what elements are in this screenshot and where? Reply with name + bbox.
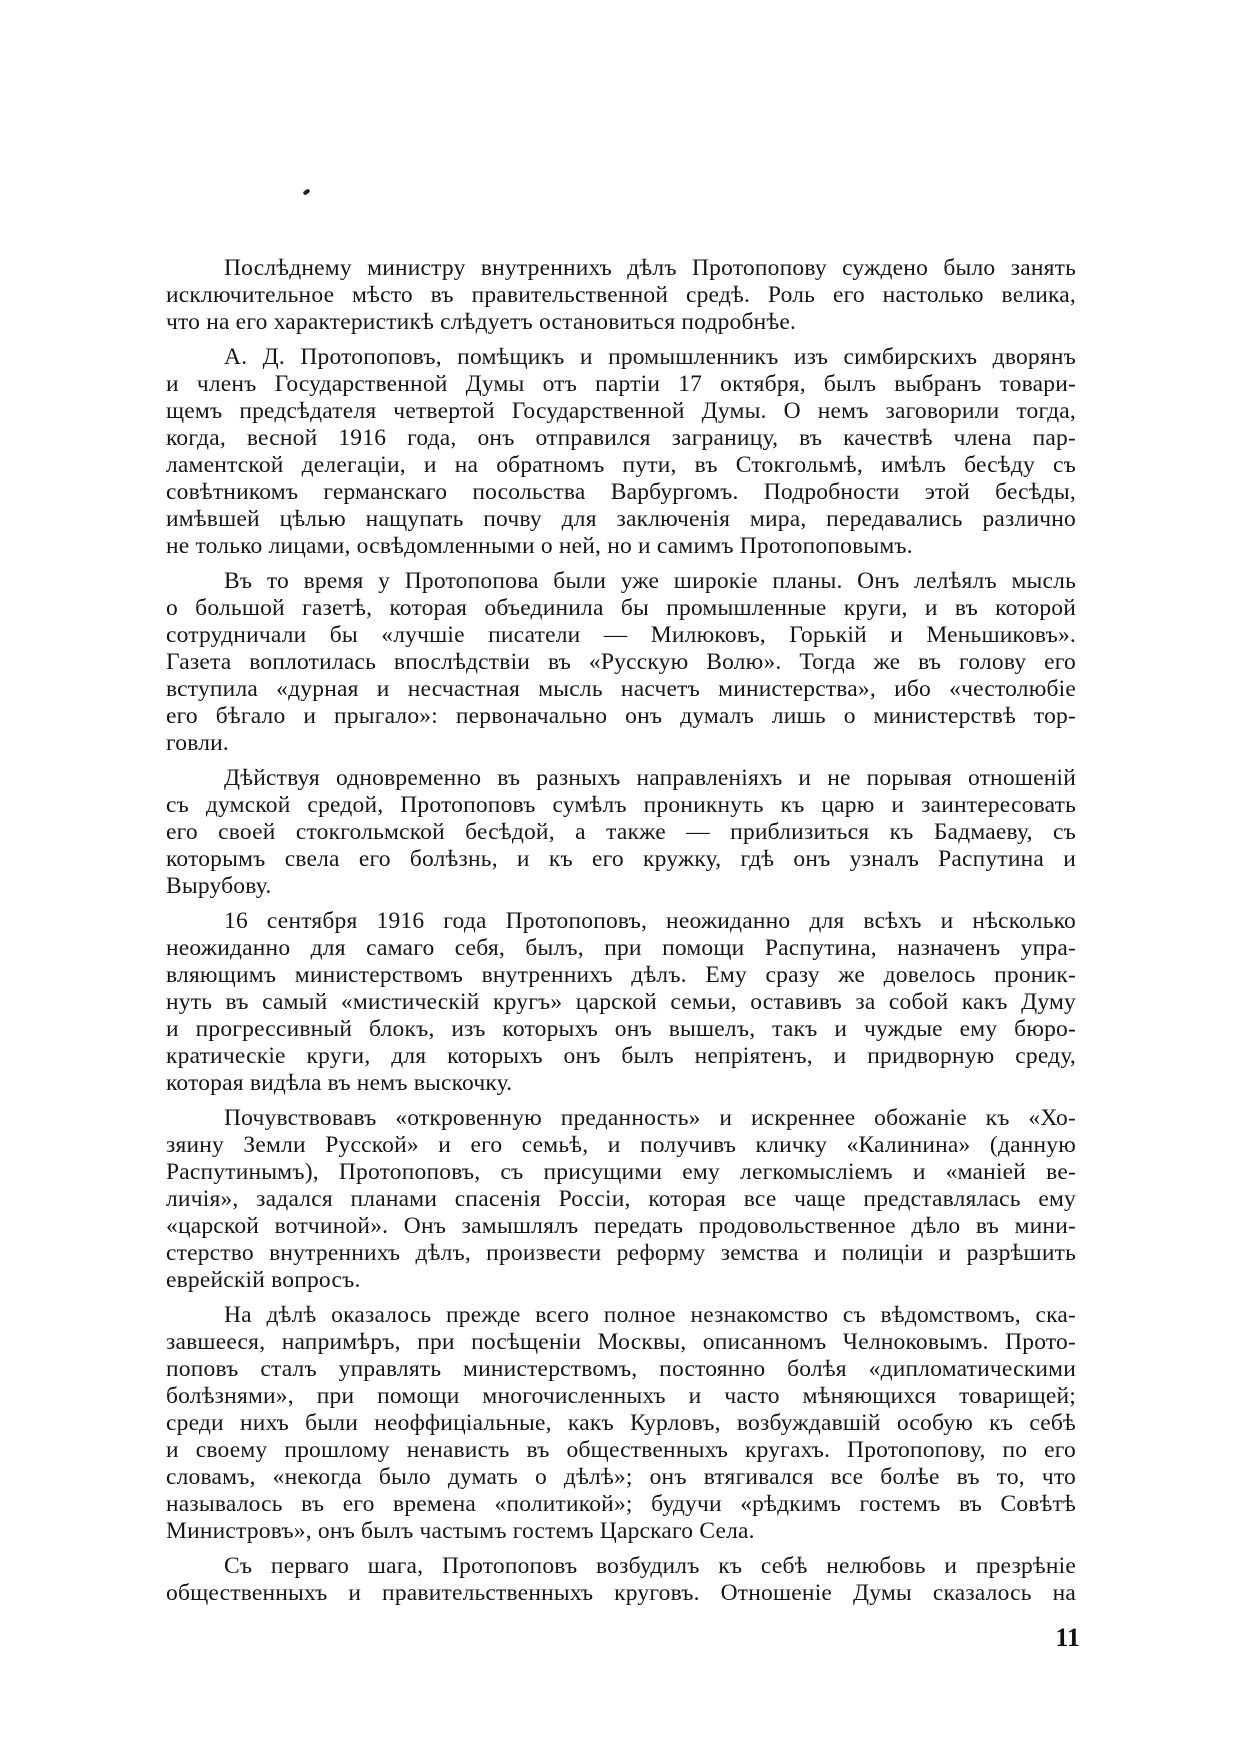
text-line: называлось въ его времена «политикой»; будучи «рѣдкимъ гостемъ въ Совѣтѣ bbox=[166, 1491, 1076, 1517]
text-line: говли. bbox=[166, 730, 229, 756]
text-line: ламентской делегаціи, и на обратномъ пути, въ Стокгольмѣ, имѣлъ бесѣду съ bbox=[166, 452, 1076, 478]
paragraph bbox=[166, 1553, 1076, 1607]
text-line: А. Д. Протопоповъ, помѣщикъ и промышленникъ изъ симбирскихъ дворянъ bbox=[224, 344, 1076, 370]
text-line: совѣтникомъ германскаго посольства Варбургомъ. Подробности этой бесѣды, bbox=[166, 479, 1076, 505]
text-line: Распутинымъ), Протопоповъ, съ присущими ему легкомысліемъ и «маніей ве- bbox=[166, 1159, 1076, 1185]
text-line: щемъ предсѣдателя четвертой Государственной Думы. О немъ заговорили тогда, bbox=[166, 398, 1076, 424]
text-line: Дѣйствуя одновременно въ разныхъ направленіяхъ и не порывая отношеній bbox=[224, 765, 1076, 791]
text-line: словамъ, «некогда было думать о дѣлѣ»; онъ втягивался все болѣе въ то, что bbox=[166, 1464, 1076, 1490]
text-line: вступила «дурная и несчастная мысль насчетъ министерства», ибо «честолюбіе bbox=[166, 676, 1076, 702]
text-line: когда, весной 1916 года, онъ отправился заграницу, въ качествѣ члена пар- bbox=[166, 425, 1076, 451]
text-line: исключительное мѣсто въ правительственной средѣ. Роль его настолько велика, bbox=[166, 282, 1076, 308]
text-line: еврейскій вопросъ. bbox=[166, 1267, 361, 1293]
text-line: о большой газетѣ, которая объединила бы промышленные круги, и въ которой bbox=[166, 595, 1076, 621]
text-line: кратическіе круги, для которыхъ онъ былъ непріятенъ, и придворную среду, bbox=[166, 1043, 1076, 1069]
paragraph bbox=[166, 765, 1076, 900]
text-line: и членъ Государственной Думы отъ партіи 17 октября, былъ выбранъ товари- bbox=[166, 371, 1076, 397]
text-line: нуть въ самый «мистическій кругъ» царской семьи, оставивъ за собой какъ Думу bbox=[166, 989, 1076, 1015]
text-line: 16 сентября 1916 года Протопоповъ, неожиданно для всѣхъ и нѣсколько bbox=[224, 908, 1076, 934]
text-line: На дѣлѣ оказалось прежде всего полное незнакомство съ вѣдомствомъ, ска- bbox=[224, 1302, 1076, 1328]
body-text bbox=[166, 255, 1076, 1615]
text-line: Министровъ», онъ былъ частымъ гостемъ Царскаго Села. bbox=[166, 1518, 755, 1544]
text-line: «царской вотчиной». Онъ замышлялъ передать продовольственное дѣло въ мини- bbox=[166, 1213, 1076, 1239]
text-line: Съ перваго шага, Протопоповъ возбудилъ къ себѣ нелюбовь и презрѣніе bbox=[224, 1553, 1076, 1579]
text-line: стерство внутреннихъ дѣлъ, произвести реформу земства и полиціи и разрѣшить bbox=[166, 1240, 1076, 1266]
text-line: поповъ сталъ управлять министерствомъ, постоянно болѣя «дипломатическими bbox=[166, 1356, 1076, 1382]
text-line: завшееся, напримѣръ, при посѣщеніи Москвы, описанномъ Челноковымъ. Прото- bbox=[166, 1329, 1076, 1355]
text-line: личія», задался планами спасенія Россіи, которая все чаще представлялась ему bbox=[166, 1186, 1076, 1212]
text-line: общественныхъ и правительственныхъ круговъ. Отношеніе Думы сказалось на bbox=[166, 1580, 1076, 1606]
text-line: имѣвшей цѣлью нащупать почву для заключенія мира, передавались различно bbox=[166, 506, 1076, 532]
text-line: не только лицами, освѣдомленными о ней, но и самимъ Протопоповымъ. bbox=[166, 533, 913, 559]
text-line: которымъ свела его болѣзнь, и къ его кружку, гдѣ онъ узналъ Распутина и bbox=[166, 846, 1076, 872]
text-line: Газета воплотилась впослѣдствіи въ «Русскую Волю». Тогда же въ голову его bbox=[166, 649, 1076, 675]
scan-speck bbox=[302, 188, 310, 195]
text-line: Почувствовавъ «откровенную преданность» и искреннее обожаніе къ «Хо- bbox=[224, 1105, 1076, 1131]
paragraph bbox=[166, 908, 1076, 1097]
text-line: неожиданно для самаго себя, былъ, при помощи Распутина, назначенъ упра- bbox=[166, 935, 1076, 961]
text-line: и прогрессивный блокъ, изъ которыхъ онъ вышелъ, такъ и чуждые ему бюро- bbox=[166, 1016, 1076, 1042]
paragraph bbox=[166, 568, 1076, 757]
paragraph bbox=[166, 1105, 1076, 1294]
text-line: и своему прошлому ненависть въ общественныхъ кругахъ. Протопопову, по его bbox=[166, 1437, 1076, 1463]
text-line: Послѣднему министру внутреннихъ дѣлъ Протопопову суждено было занять bbox=[224, 255, 1076, 281]
paragraph bbox=[166, 344, 1076, 560]
text-line: Въ то время у Протопопова были уже широкіе планы. Онъ лелѣялъ мысль bbox=[224, 568, 1076, 594]
page-number: 11 bbox=[1055, 1623, 1080, 1652]
text-line: вляющимъ министерствомъ внутреннихъ дѣлъ. Ему сразу же довелось проник- bbox=[166, 962, 1076, 988]
text-line: которая видѣла въ немъ выскочку. bbox=[166, 1070, 513, 1096]
paragraph bbox=[166, 255, 1076, 336]
text-line: болѣзнями», при помощи многочисленныхъ и часто мѣняющихся товарищей; bbox=[166, 1383, 1076, 1409]
text-line: его бѣгало и прыгало»: первоначально онъ думалъ лишь о министерствѣ тор- bbox=[166, 703, 1076, 729]
text-line: среди нихъ были неоффиціальные, какъ Курловъ, возбуждавшій особую къ себѣ bbox=[166, 1410, 1076, 1436]
text-line: зяину Земли Русской» и его семьѣ, и получивъ кличку «Калинина» (данную bbox=[166, 1132, 1076, 1158]
text-line: съ думской средой, Протопоповъ сумѣлъ проникнуть къ царю и заинтересовать bbox=[166, 792, 1076, 818]
text-line: его своей стокгольмской бесѣдой, а также — приблизиться къ Бадмаеву, съ bbox=[166, 819, 1076, 845]
text-line: Вырубову. bbox=[166, 873, 272, 899]
text-line: сотрудничали бы «лучшіе писатели — Милюковъ, Горькій и Меньшиковъ». bbox=[166, 622, 1076, 648]
text-line: что на его характеристикѣ слѣдуетъ остановиться подробнѣе. bbox=[166, 309, 797, 335]
paragraph bbox=[166, 1302, 1076, 1545]
